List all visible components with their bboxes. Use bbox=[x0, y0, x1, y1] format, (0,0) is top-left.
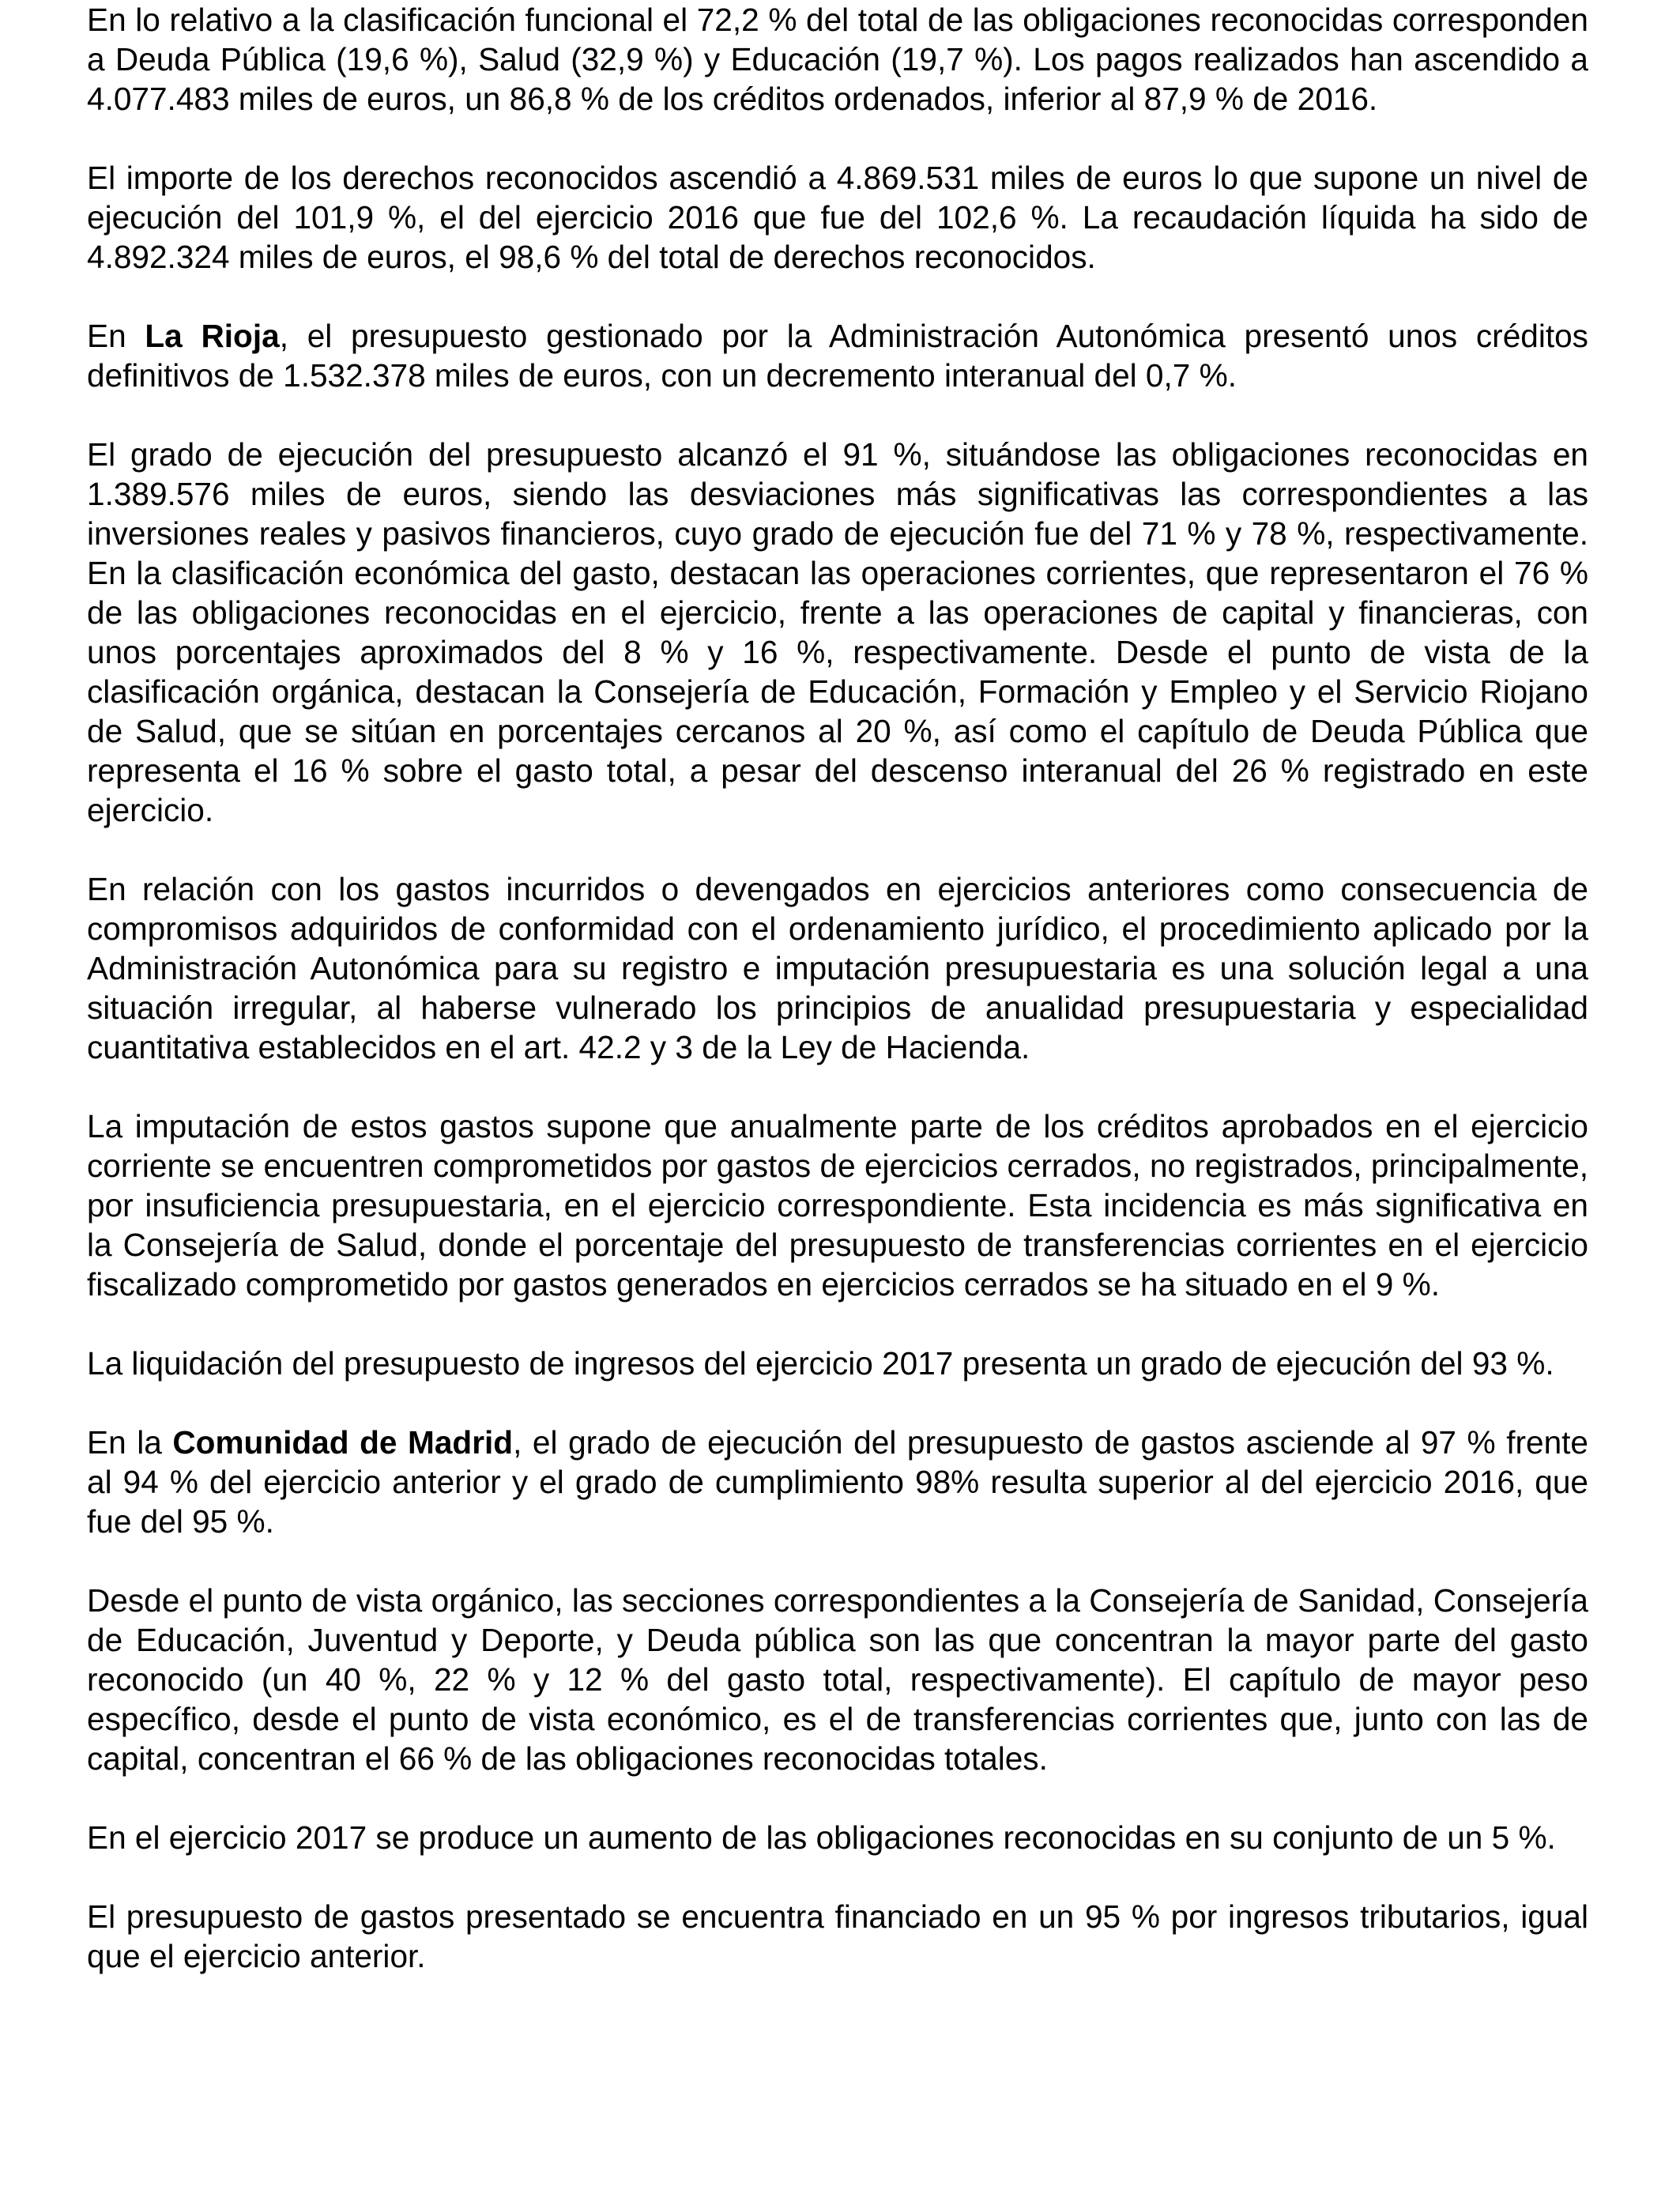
paragraph-rest: , el grado de ejecución del presupuesto de gastos asciende al 97 % frente al 94 % del ejercicio anterior y el grado de cumplimiento 98% resulta superior al del ejercicio 2016, que fue del 95 %. bbox=[87, 1424, 1588, 1540]
paragraph-derechos-reconocidos: El importe de los derechos reconocidos ascendió a 4.869.531 miles de euros lo que supone un nivel de ejecución del 101,9 %, el del ejercicio 2016 que fue del 102,6 %. La recaudación líquida ha sido de 4.892.324 miles de euros, el 98,6 % del total de derechos reconocidos. bbox=[87, 160, 1588, 275]
paragraph-grado-ejecucion: El grado de ejecución del presupuesto alcanzó el 91 %, situándose las obligaciones reconocidas en 1.389.576 miles de euros, siendo las desviaciones más significativas las correspondientes a las inversiones reales y pasivos financieros, cuyo grado de ejecución fue del 71 % y 78 %, respectivamente. En la clasificación económica del gasto, destacan las operaciones corrientes, que representaron el 76 % de las obligaciones reconocidas en el ejercicio, frente a las operaciones de capital y financieras, con unos porcentajes aproximados del 8 % y 16 %, respectivamente. Desde el punto de vista de la clasificación orgánica, destacan la Consejería de Educación, Formación y Empleo y el Servicio Riojano de Salud, que se sitúan en porcentajes cercanos al 20 %, así como el capítulo de Deuda Pública que representa el 16 % sobre el gasto total, a pesar del descenso interanual del 26 % registrado en este ejercicio. bbox=[87, 436, 1588, 828]
paragraph-imputacion-gastos: La imputación de estos gastos supone que anualmente parte de los créditos aprobados en el ejercicio corriente se encuentren comprometidos por gastos de ejercicios cerrados, no registrados, principalmente, por insuficiencia presupuestaria, en el ejercicio correspondiente. Esta incidencia es más significativa en la Consejería de Salud, donde el porcentaje del presupuesto de transferencias corrientes en el ejercicio fiscalizado comprometido por gastos generados en ejercicios cerrados se ha situado en el 9 %. bbox=[87, 1108, 1588, 1302]
paragraph-gastos-ejercicios-anteriores: En relación con los gastos incurridos o devengados en ejercicios anteriores como consecuencia de compromisos adquiridos de conformidad con el ordenamiento jurídico, el procedimiento aplicado por la Administración Autonómica para su registro e imputación presupuestaria es una solución legal a una situación irregular, al haberse vulnerado los principios de anualidad presupuestaria y especialidad cuantitativa establecidos en el art. 42.2 y 3 de la Ley de Hacienda. bbox=[87, 871, 1588, 1065]
paragraph-financiacion: El presupuesto de gastos presentado se encuentra financiado en un 95 % por ingresos tributarios, igual que el ejercicio anterior. bbox=[87, 1898, 1588, 1974]
region-name-la-rioja: La Rioja bbox=[145, 318, 280, 354]
paragraph-punto-vista-organico: Desde el punto de vista orgánico, las secciones correspondientes a la Consejería de Sanidad, Consejería de Educación, Juventud y Deporte, y Deuda pública son las que concentran la mayor parte del gasto reconocido (un 40 %, 22 % y 12 % del gasto total, respectivamente). El capítulo de mayor peso específico, desde el punto de vista económico, es el de transferencias corrientes que, junto con las de capital, concentran el 66 % de las obligaciones reconocidas totales. bbox=[87, 1582, 1588, 1777]
paragraph-prefix: En la bbox=[87, 1424, 173, 1461]
paragraph-la-rioja-intro bbox=[87, 316, 1588, 395]
paragraph-liquidacion-ingresos: La liquidación del presupuesto de ingresos del ejercicio 2017 presenta un grado de ejecución del 93 %. bbox=[87, 1345, 1554, 1382]
paragraph-prefix: En bbox=[87, 318, 145, 354]
region-name-comunidad-de-madrid: Comunidad de Madrid bbox=[172, 1424, 514, 1461]
paragraph-madrid-intro bbox=[87, 1423, 1588, 1541]
paragraph-clasificacion-funcional: En lo relativo a la clasificación funcional el 72,2 % del total de las obligaciones reconocidas corresponden a Deuda Pública (19,6 %), Salud (32,9 %) y Educación (19,7 %). Los pagos realizados han ascendido a 4.077.483 miles de euros, un 86,8 % de los créditos ordenados, inferior al 87,9 % de 2016. bbox=[87, 2, 1588, 117]
document-page bbox=[87, 0, 1588, 2015]
paragraph-rest: , el presupuesto gestionado por la Administración Autonómica presentó unos créditos definitivos de 1.532.378 miles de euros, con un decremento interanual del 0,7 %. bbox=[87, 318, 1588, 394]
paragraph-aumento-obligaciones: En el ejercicio 2017 se produce un aumento de las obligaciones reconocidas en su conjunto de un 5 %. bbox=[87, 1819, 1556, 1856]
